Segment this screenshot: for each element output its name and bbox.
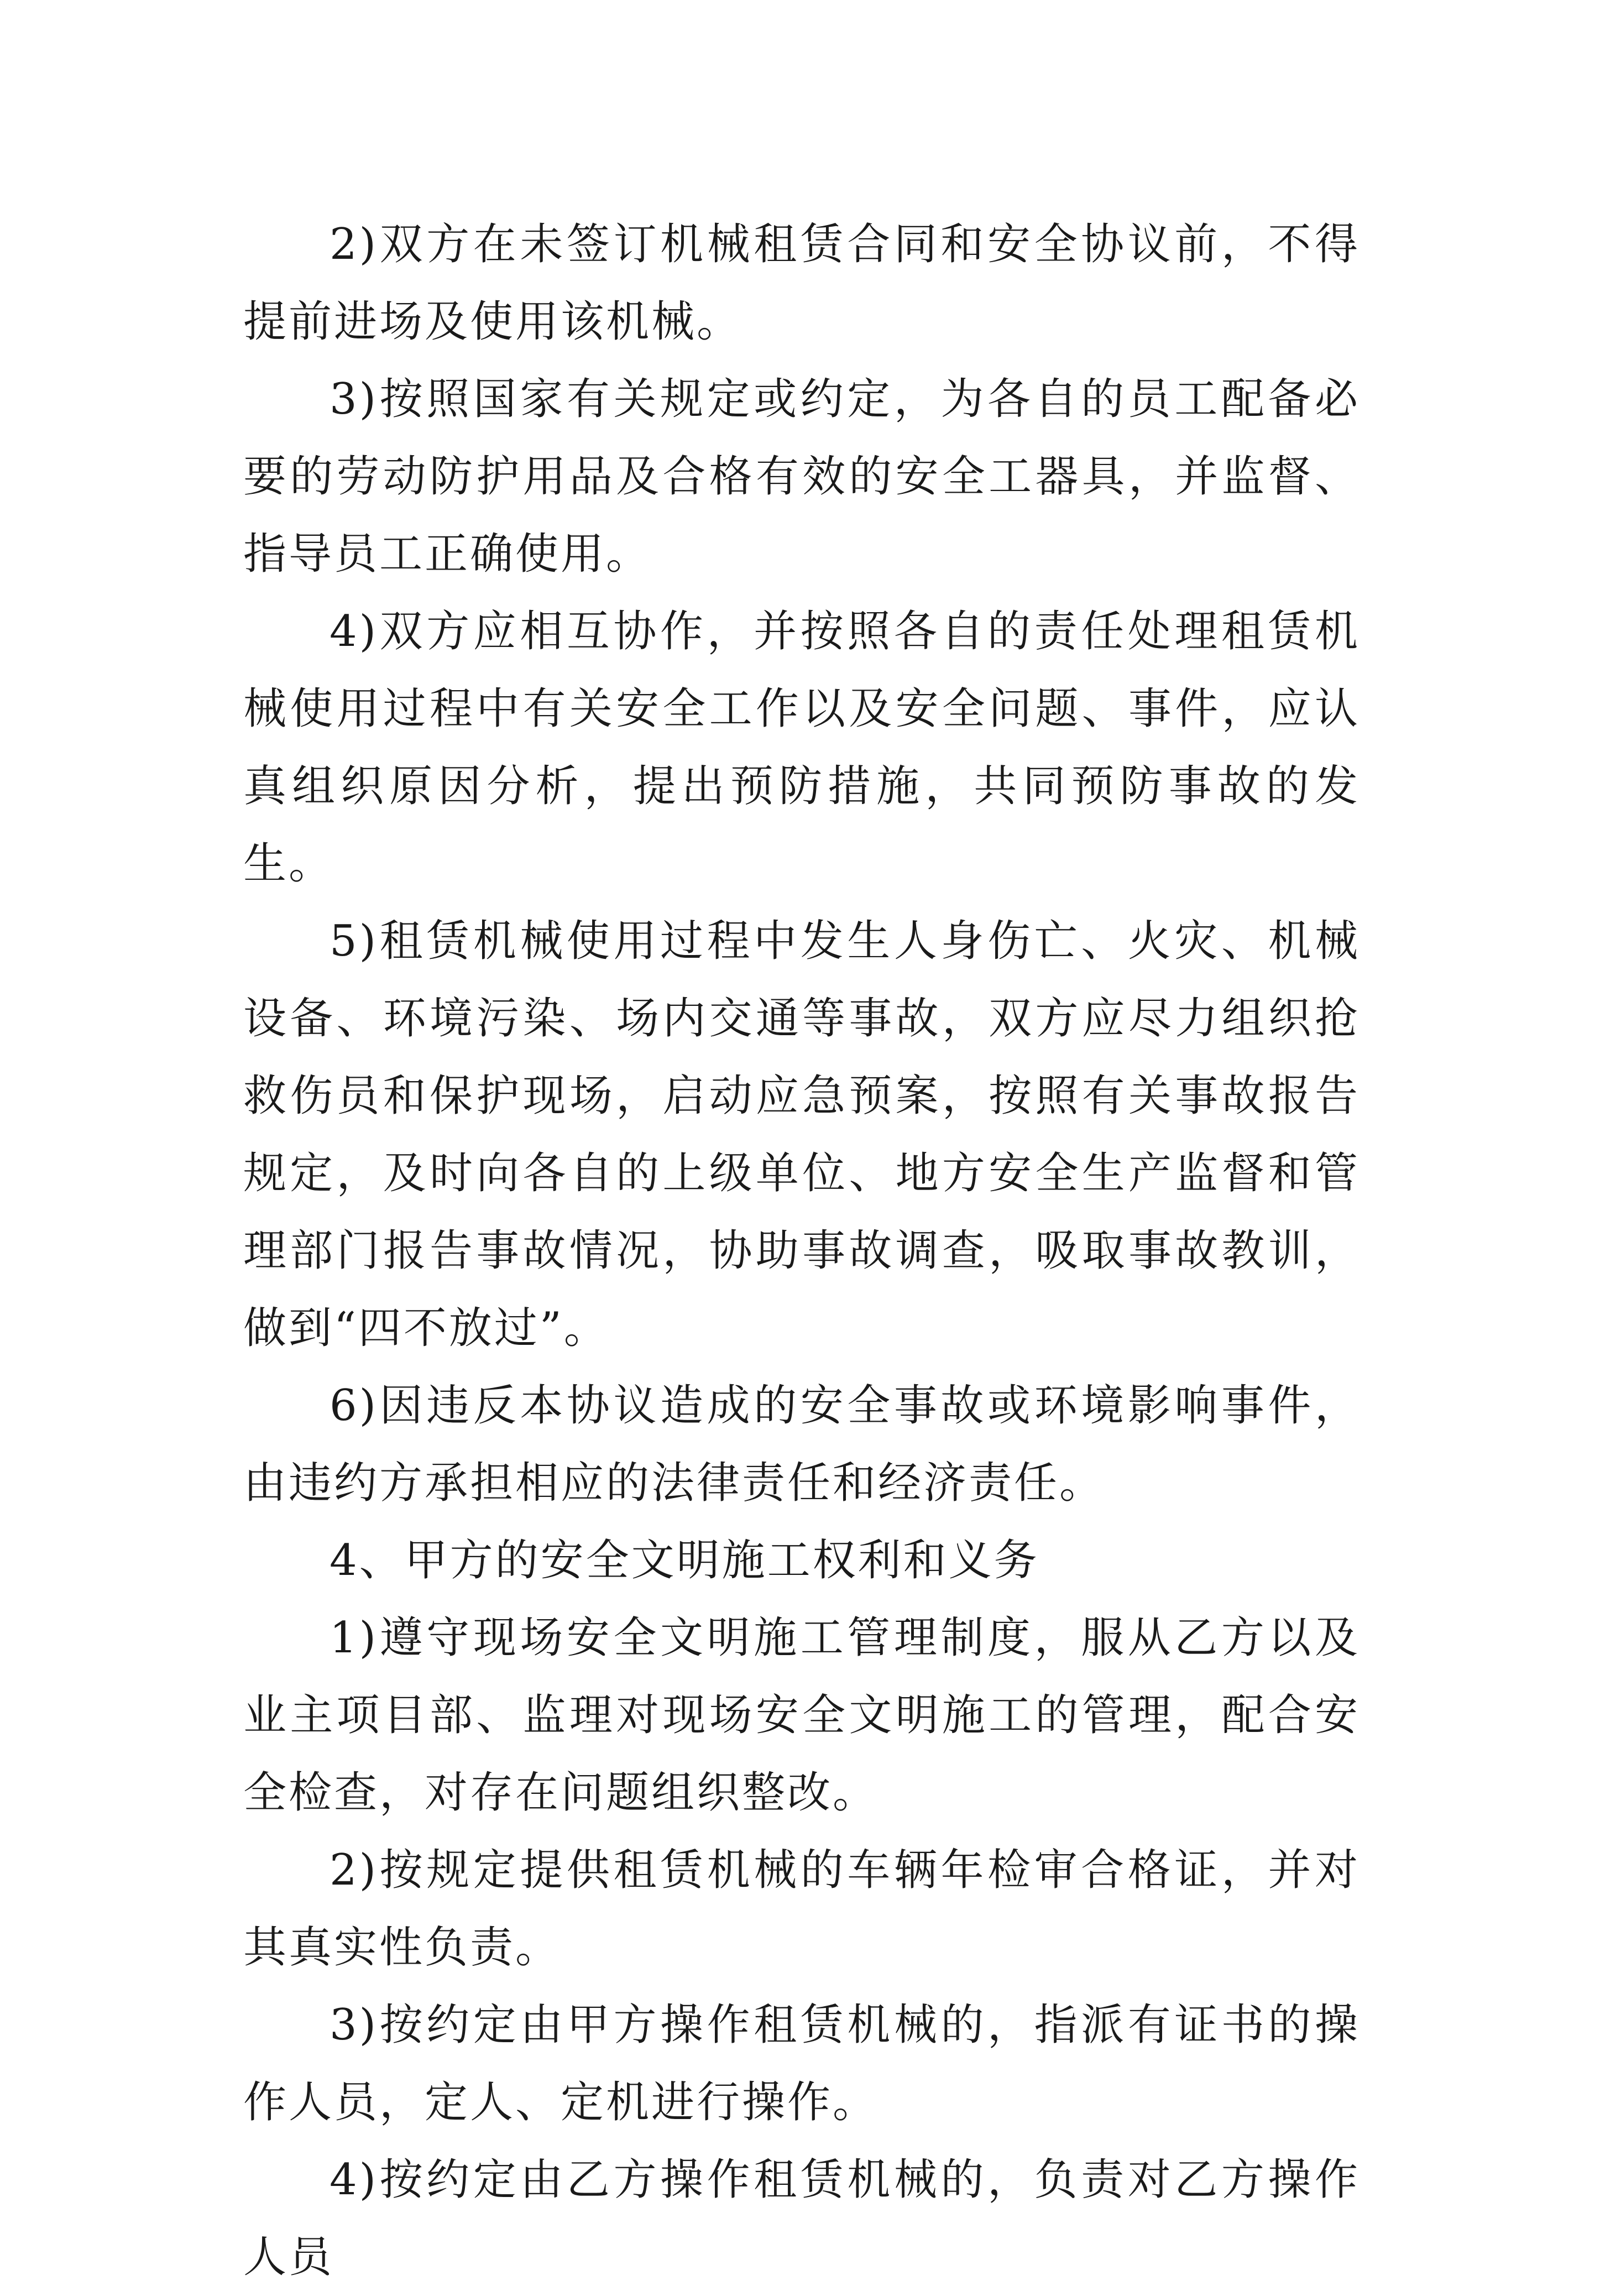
paragraph-item-2-no-early-entry: 2)双方在未签订机械租赁合同和安全协议前，不得提前进场及使用该机械。 (243, 220, 1360, 347)
paragraph-item-4-cooperation: 4)双方应相互协作，并按照各自的责任处理租赁机械使用过程中有关安全工作以及安全问题、事件，应认真组织原因分析，提出预防措施，共同预防事故的发生。 (243, 607, 1360, 889)
section-heading-party-a-rights: 4、甲方的安全文明施工权利和义务 (330, 1536, 1039, 1585)
paragraph-item-3-protective-equipment: 3)按照国家有关规定或约定，为各自的员工配备必要的劳动防护用品及合格有效的安全工器具，并监督、指导员工正确使用。 (243, 374, 1360, 579)
document-body (243, 206, 1360, 2296)
paragraph-a-item-1-compliance: 1)遵守现场安全文明施工管理制度，服从乙方以及业主项目部、监理对现场安全文明施工的管理，配合安全检查，对存在问题组织整改。 (243, 1613, 1360, 1818)
paragraph-item-5-accident-handling: 5)租赁机械使用过程中发生人身伤亡、火灾、机械设备、环境污染、场内交通等事故，双方应尽力组织抢救伤员和保护现场，启动应急预案，按照有关事故报告规定，及时向各自的上级单位、地方安全生产监督和管理部门报告事故情况，协助事故调查，吸取事故教训，做到“四不放过”。 (243, 916, 1360, 1353)
paragraph-a-item-4-party-b-operators: 4)按约定由乙方操作租赁机械的，负责对乙方操作人员 (243, 2155, 1360, 2282)
paragraph-item-6-liability: 6)因违反本协议造成的安全事故或环境影响事件，由违约方承担相应的法律责任和经济责任。 (243, 1381, 1360, 1508)
paragraph-a-item-3-certified-operators: 3)按约定由甲方操作租赁机械的，指派有证书的操作人员，定人、定机进行操作。 (243, 2000, 1360, 2127)
paragraph-a-item-2-inspection-certificate: 2)按规定提供租赁机械的车辆年检审合格证，并对其真实性负责。 (243, 1845, 1360, 1973)
